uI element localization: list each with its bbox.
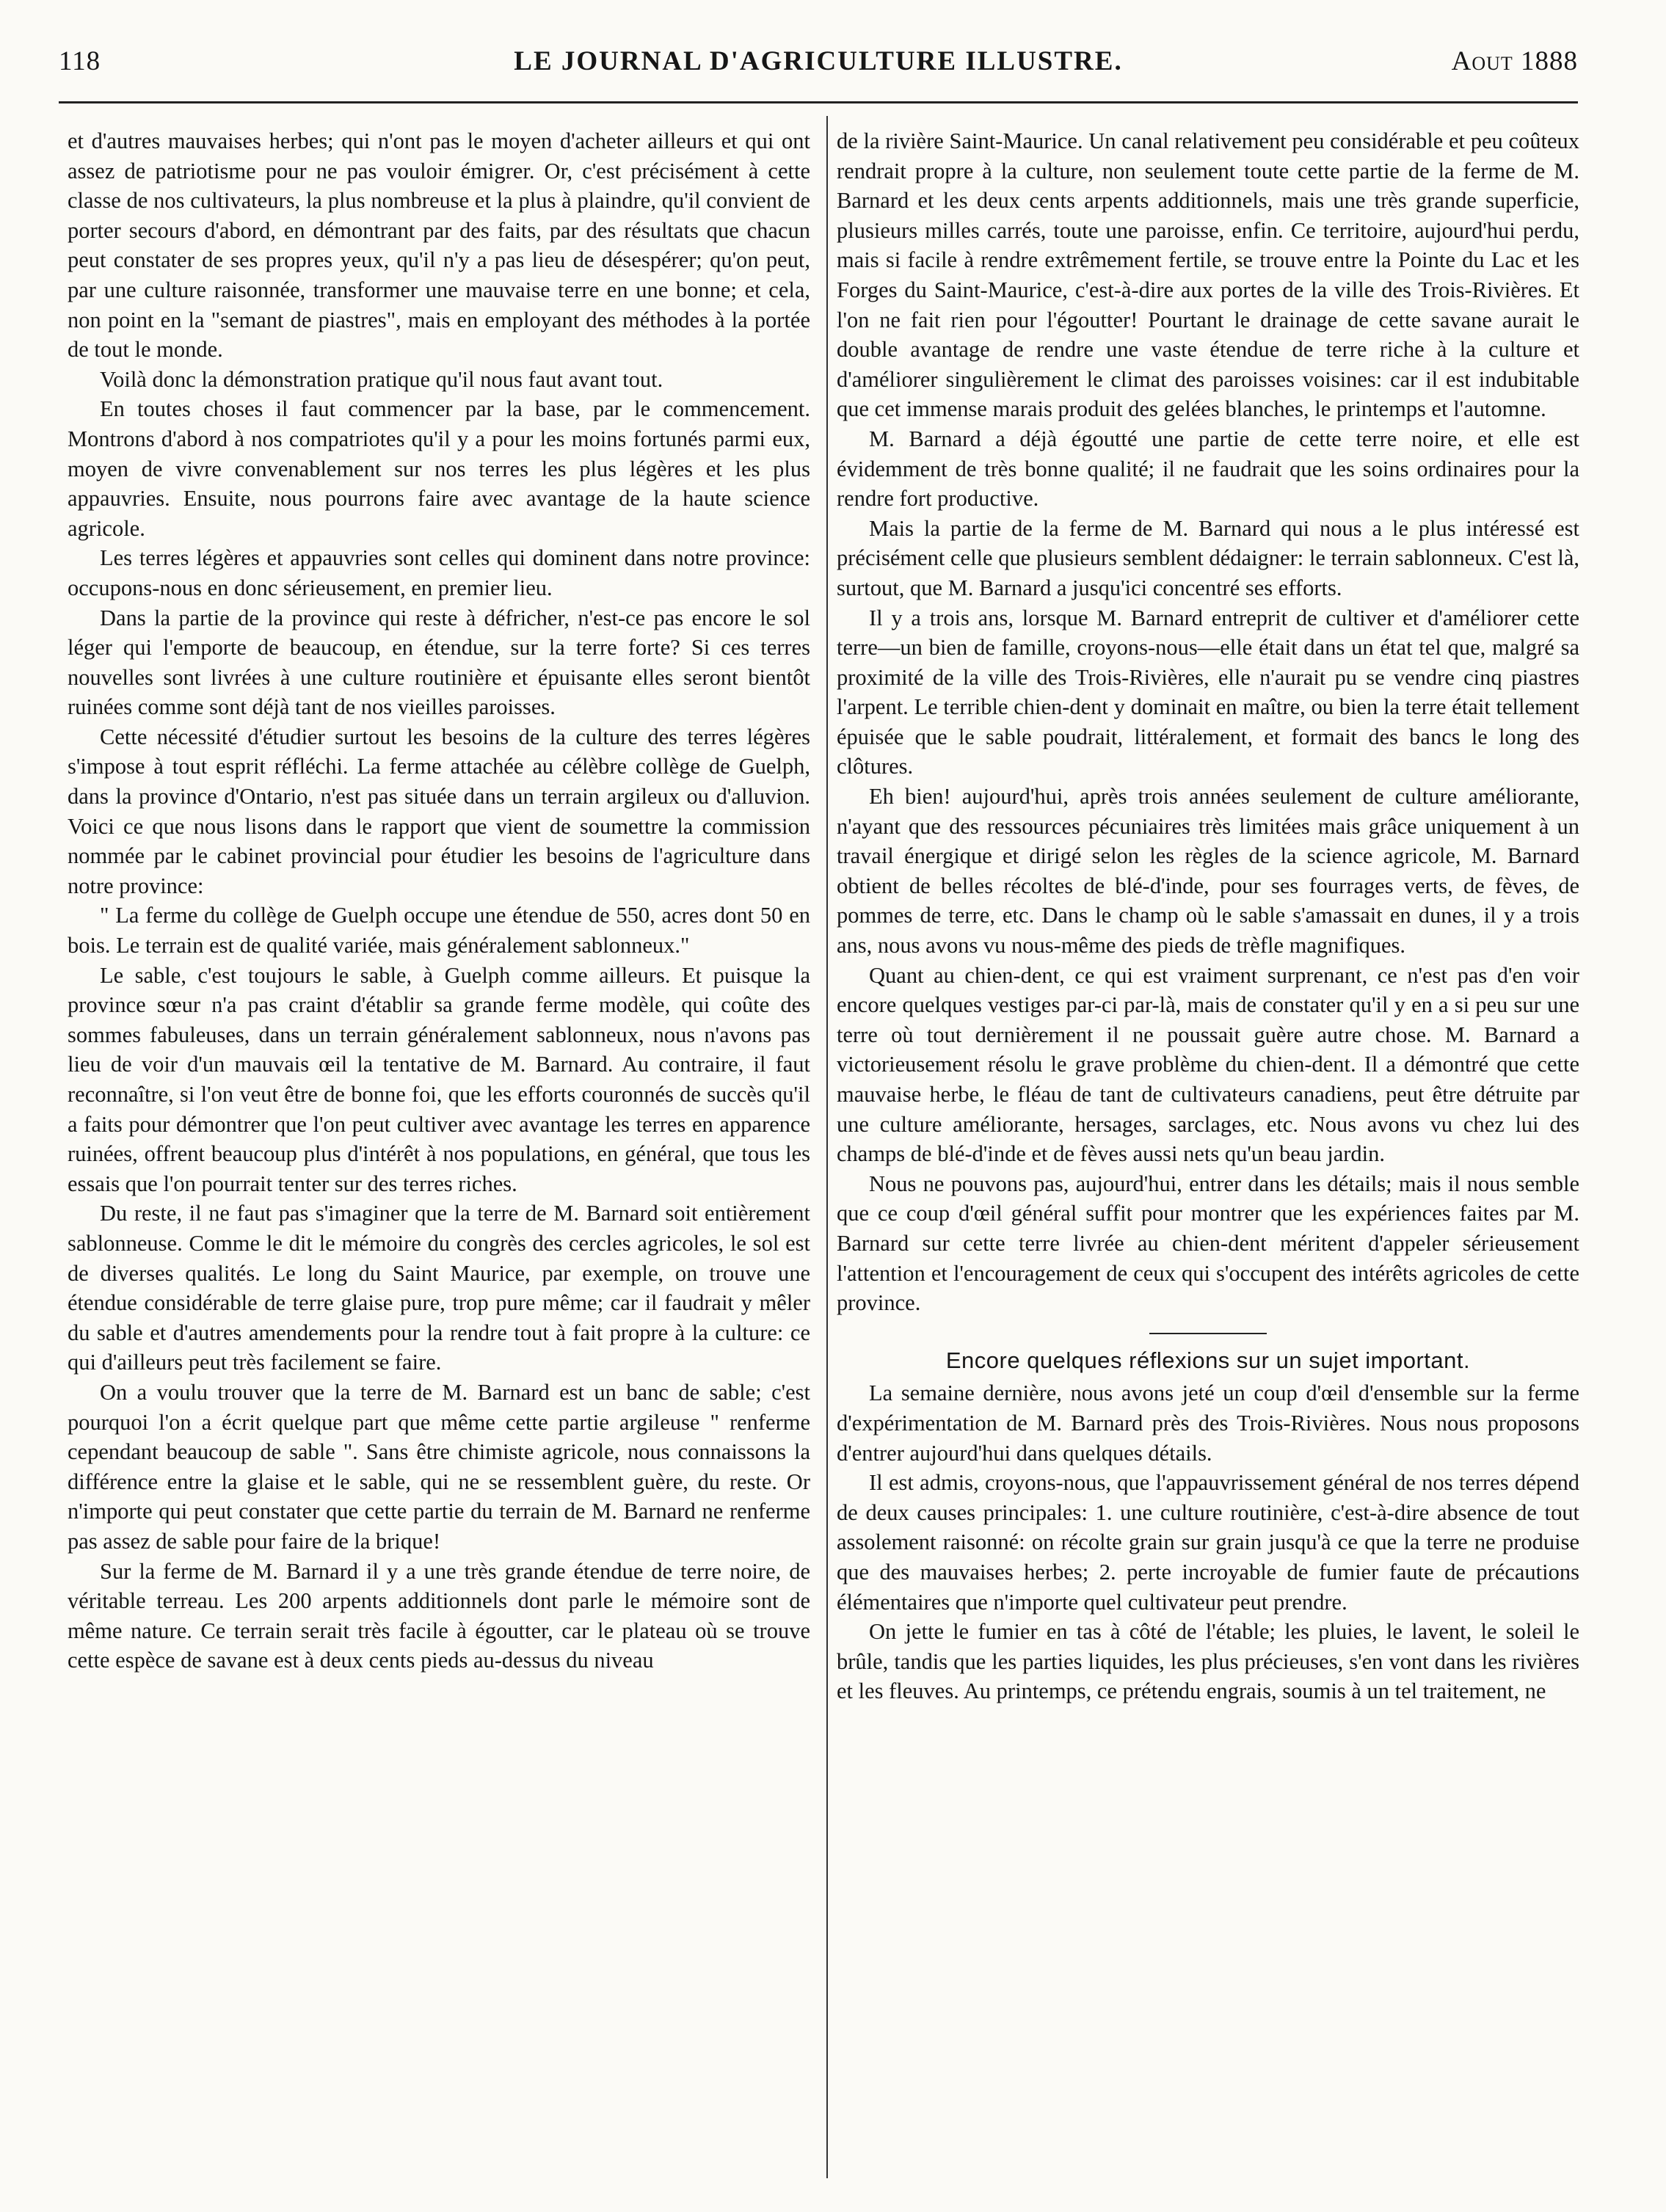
page-header (59, 46, 1578, 90)
paragraph: Quant au chien-dent, ce qui est vraiment surprenant, ce n'est pas d'en voir encore quelques vestiges par-ci par-là, mais de constater qu'il y en a si peu sur une terre où tout dernièrement il ne poussait guère autre chose. M. Barnard a victorieusement résolu le grave problème du chien-dent. Il a démontré que cette mauvaise herbe, le fléau de tant de cultivateurs canadiens, peut être détruite par une culture améliorante, hersages, sarclages, etc. Nous avons vu chez lui des champs de blé-d'inde et de fèves aussi nets qu'un beau jardin. (837, 962, 1579, 1167)
paragraph: Il y a trois ans, lorsque M. Barnard entreprit de cultiver et d'améliorer cette terre—un bien de famille, croyons-nous—elle était dans un état tel que, malgré sa proximité de la ville des Trois-Rivières, elle n'aurait pu se vendre cinq piastres l'arpent. Le terrible chien-dent y dominait en maître, ou bien la terre était tellement épuisée que le sable poudrait, littéralement, et formait des bancs le long des clôtures. (837, 605, 1579, 779)
paragraph: Eh bien! aujourd'hui, après trois années seulement de culture améliorante, n'ayant que des ressources pécuniaires très limitées mais grâce uniquement à un travail énergique et dirigé selon les règles de la science agricole, M. Barnard obtient de belles récoltes de blé-d'inde, pour ses fourrages verts, de fèves, de pommes de terre, etc. Dans le champ où le sable s'amassait en dunes, il y a trois ans, nous avons vu nous-même des pieds de trèfle magnifiques. (837, 784, 1579, 958)
paragraph: Voilà donc la démonstration pratique qu'il nous faut avant tout. (100, 366, 663, 392)
left-column (68, 126, 810, 1676)
paragraph: Cette nécessité d'étudier surtout les besoins de la culture des terres légères s'impose à tout esprit réfléchi. La ferme attachée au célèbre collège de Guelph, dans la province d'Ontario, n'est pas située dans un terrain argileux ou d'alluvion. Voici ce que nous lisons dans le rapport que vient de soumettre la commission nommée par le cabinet provincial pour étudier les besoins de l'agriculture dans notre province: (68, 724, 810, 898)
paragraph: Le sable, c'est toujours le sable, à Guelph comme ailleurs. Et puisque la province sœur n'a pas craint d'établir sa grande ferme modèle, qui coûte des sommes fabuleuses, dans un terrain généralement sablonneux, nous n'avons pas lieu de voir d'un mauvais œil la tentative de M. Barnard. Au contraire, il faut reconnaître, si l'on veut être de bonne foi, que les efforts couronnés de succès qu'il a faits pour démontrer que l'on peut cultiver avec avantage les terres en apparence ruinées, offrent beaucoup plus d'intérêt à nos populations, en général, que tous les essais que l'on pourrait tenter sur des terres riches. (68, 962, 810, 1196)
right-column (837, 126, 1579, 1706)
column-separator (826, 116, 828, 2178)
paragraph: Dans la partie de la province qui reste à défricher, n'est-ce pas encore le sol léger qui l'emporte de beaucoup, en étendue, sur la terre forte? Si ces terres nouvelles sont livrées à une culture routinière et épuisante elles seront bientôt ruinées comme sont déjà tant de nos vieilles paroisses. (68, 605, 810, 720)
section-divider (1149, 1333, 1267, 1334)
issue-date: Aout 1888 (1451, 46, 1578, 76)
paragraph: M. Barnard a déjà égoutté une partie de cette terre noire, et elle est évidemment de très bonne qualité; il ne faudrait que les soins ordinaires pour la rendre fort productive. (837, 426, 1579, 512)
paragraph: Les terres légères et appauvries sont celles qui dominent dans notre province: occupons-nous en donc sérieusement, en premier lieu. (68, 545, 810, 600)
paragraph: En toutes choses il faut commencer par la base, par le commencement. Montrons d'abord à nos compatriotes qu'il y a pour les moins fortunés parmi eux, moyen de vivre convenablement sur nos terres les plus légères et les plus appauvries. Ensuite, nous pourrons faire avec avantage de la haute science agricole. (68, 396, 810, 541)
quotation: " La ferme du collège de Guelph occupe une étendue de 550, acres dont 50 en bois. Le terrain est de qualité variée, mais généralement sablonneux." (68, 903, 810, 958)
paragraph: Nous ne pouvons pas, aujourd'hui, entrer dans les détails; mais il nous semble que ce coup d'œil général suffit pour montrer que les expériences faites par M. Barnard sur cette terre livrée au chien-dent méritent d'appeler sérieusement l'attention et l'encouragement de ceux qui s'occupent des intérêts agricoles de cette province. (837, 1171, 1579, 1316)
paragraph: et d'autres mauvaises herbes; qui n'ont pas le moyen d'acheter ailleurs et qui ont assez de patriotisme pour ne pas vouloir émigrer. Or, c'est précisément à cette classe de nos cultivateurs, la plus nombreuse et la plus à plaindre, qu'il convient de porter secours d'abord, en démontrant par des faits, par des résultats que chacun peut constater de ses propres yeux, qu'il n'y a pas lieu de désespérer; qu'on peut, par une culture raisonnée, transformer une mauvaise terre en une bonne; et cela, non point en la "semant de piastres", mais en employant des méthodes à la portée de tout le monde. (68, 128, 810, 363)
paragraph: La semaine dernière, nous avons jeté un coup d'œil d'ensemble sur la ferme d'expérimentation de M. Barnard près des Trois-Rivières. Nous nous proposons d'entrer aujourd'hui dans quelques détails. (837, 1380, 1579, 1466)
paragraph: de la rivière Saint-Maurice. Un canal relativement peu considérable et peu coûteux rendrait propre à la culture, non seulement toute cette partie de la ferme de M. Barnard et les deux cents arpents additionnels, mais une très grande superficie, plusieurs milles carrés, toute une paroisse, enfin. Ce territoire, aujourd'hui perdu, mais si facile à rendre extrêmement fertile, se trouve entre la Pointe du Lac et les Forges du Saint-Maurice, c'est-à-dire aux portes de la ville des Trois-Rivières. Et l'on ne fait rien pour l'égoutter! Pourtant le drainage de cette savane aurait le double avantage de rendre une vaste étendue de terre riche à la culture et d'améliorer singulièrement le climat des paroisses voisines: car il est indubitable que cet immense marais produit des gelées blanches, le printemps et l'automne. (837, 128, 1579, 422)
paragraph: Il est admis, croyons-nous, que l'appauvrissement général de nos terres dépend de deux causes principales: 1. une culture routinière, c'est-à-dire absence de tout assolement raisonné: on récolte grain sur grain jusqu'à ce que la terre ne produise que des mauvaises herbes; 2. perte incroyable de fumier faute de précautions élémentaires que n'importe quel cultivateur peut prendre. (837, 1470, 1579, 1615)
paragraph: Sur la ferme de M. Barnard il y a une très grande étendue de terre noire, de véritable terreau. Les 200 arpents additionnels dont parle le mémoire sont de même nature. Ce terrain serait très facile à égoutter, car le plateau où se trouve cette espèce de savane est à deux cents pieds au-dessus du niveau (68, 1558, 810, 1673)
header-rule (59, 101, 1578, 103)
journal-title: LE JOURNAL D'AGRICULTURE ILLUSTRE. (514, 46, 1123, 76)
paragraph: Mais la partie de la ferme de M. Barnard qui nous a le plus intéressé est précisément celle que plusieurs semblent dédaigner: le terrain sablonneux. C'est là, surtout, que M. Barnard a jusqu'ici concentré ses efforts. (837, 515, 1579, 600)
paragraph: Du reste, il ne faut pas s'imaginer que la terre de M. Barnard soit entièrement sablonneuse. Comme le dit le mémoire du congrès des cercles agricoles, le sol est de diverses qualités. Le long du Saint Maurice, par exemple, on trouve une étendue considérable de terre glaise pure, trop pure même; car il faudrait y mêler du sable et d'autres amendements pour la rendre tout à fait propre à la culture: ce qui d'ailleurs peut très facilement se faire. (68, 1201, 810, 1375)
paragraph: On a voulu trouver que la terre de M. Barnard est un banc de sable; c'est pourquoi l'on a écrit quelque part que même cette partie argileuse " renferme cependant beaucoup de sable ". Sans être chimiste agricole, nous connaissons la différence entre la glaise et le sable, qui ne se ressemblent guère, du reste. Or n'importe qui peut constater que cette partie du terrain de M. Barnard ne renferme pas assez de sable pour faire de la brique! (68, 1379, 810, 1554)
paragraph: On jette le fumier en tas à côté de l'étable; les pluies, le lavent, le soleil le brûle, tandis que les parties liquides, les plus précieuses, s'en vont dans les rivières et les fleuves. Au printemps, ce prétendu engrais, soumis à un tel traitement, ne (837, 1619, 1579, 1704)
page-number: 118 (59, 46, 101, 76)
section-heading: Encore quelques réflexions sur un sujet important. (945, 1347, 1471, 1373)
